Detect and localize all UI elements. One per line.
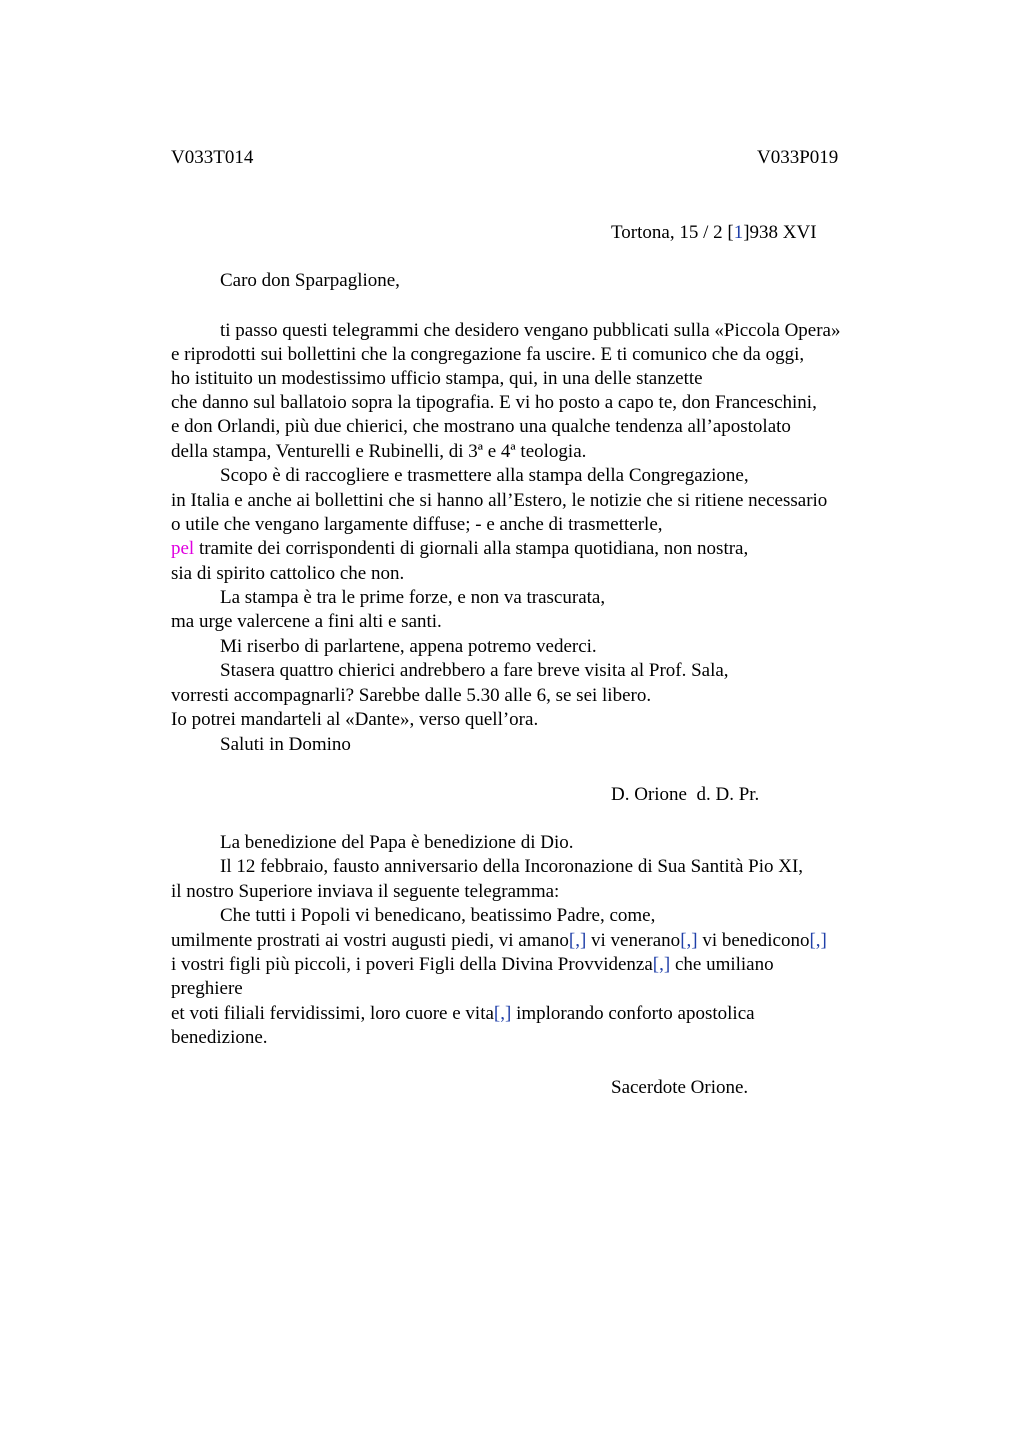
telegram-line: benedizione. (171, 1027, 268, 1048)
letter-line: o utile che vengano largamente diffuse; - e anche di trasmetterle, (171, 514, 663, 535)
editorial-comma: [,] (809, 930, 827, 951)
letter-line: ho istituito un modestissimo ufficio stampa, qui, in una delle stanzette (171, 368, 703, 389)
letter-line: della stampa, Venturelli e Rubinelli, di 3ª e 4ª teologia. (171, 441, 587, 462)
telegram-text: umilmente prostrati ai vostri augusti piedi, vi amano (171, 930, 569, 951)
telegram-text: vi benedicono (697, 930, 810, 951)
letter-line: ma urge valercene a fini alti e santi. (171, 611, 442, 632)
document-code-right: V033P019 (757, 147, 839, 168)
telegram-text: che umiliano (670, 954, 774, 975)
editorial-comma: [,] (568, 930, 587, 951)
letter-line (171, 537, 748, 561)
editorial-comma: [,] (652, 954, 671, 975)
dateline (611, 222, 817, 244)
dateline-editorial-digit: 1 (733, 222, 744, 243)
letter-line-rest: tramite dei corrispondenti di giornali alla stampa quotidiana, non nostra, (194, 538, 749, 559)
document-code-left: V033T014 (171, 147, 254, 168)
editorial-comma: [,] (680, 930, 698, 951)
telegram-text: i vostri figli più piccoli, i poveri Figli della Divina Provvidenza (171, 954, 653, 975)
telegram-text: vi venerano (586, 930, 681, 951)
letter-line: Scopo è di raccogliere e trasmettere alla stampa della Congregazione, (220, 465, 749, 486)
telegram-line (171, 953, 774, 977)
telegram-line (171, 929, 827, 953)
editorial-comma: [,] (493, 1003, 512, 1024)
letter-signature: D. Orione d. D. Pr. (611, 784, 760, 805)
letter-line: sia di spirito cattolico che non. (171, 563, 405, 584)
letter-line: vorresti accompagnarli? Sarebbe dalle 5.30 alle 6, se sei libero. (171, 685, 652, 706)
letter-line: Io potrei mandarteli al «Dante», verso quell’ora. (171, 709, 539, 730)
telegram-line: il nostro Superiore inviava il seguente telegramma: (171, 881, 560, 902)
letter-line: in Italia e anche ai bollettini che si hanno all’Estero, le notizie che si ritiene necessario (171, 490, 828, 511)
telegram-line (171, 1002, 755, 1026)
letter-line: La stampa è tra le prime forze, e non va trascurata, (220, 587, 606, 608)
telegram-signature: Sacerdote Orione. (611, 1077, 749, 1098)
telegram-line: preghiere (171, 978, 243, 999)
editorial-highlight-word: pel (171, 538, 195, 559)
dateline-suffix: ]938 XVI (743, 222, 817, 243)
telegram-text: et voti filiali fervidissimi, loro cuore e vita (171, 1003, 494, 1024)
letter-line: Saluti in Domino (220, 734, 351, 755)
letter-line: che danno sul ballatoio sopra la tipografia. E vi ho posto a capo te, don Franceschini, (171, 392, 817, 413)
dateline-prefix: Tortona, 15 / 2 [ (611, 222, 734, 243)
telegram-line: Il 12 febbraio, fausto anniversario della Incoronazione di Sua Santità Pio XI, (220, 856, 804, 877)
letter-line: Stasera quattro chierici andrebbero a fare breve visita al Prof. Sala, (220, 660, 729, 681)
telegram-text: implorando conforto apostolica (511, 1003, 755, 1024)
telegram-line: Che tutti i Popoli vi benedicano, beatissimo Padre, come, (220, 905, 656, 926)
telegram-line: La benedizione del Papa è benedizione di Dio. (220, 832, 574, 853)
letter-line: e don Orlandi, più due chierici, che mostrano una qualche tendenza all’apostolato (171, 416, 791, 437)
letter-line: ti passo questi telegrammi che desidero vengano pubblicati sulla «Piccola Opera» (220, 320, 841, 341)
letter-line: Mi riserbo di parlartene, appena potremo vederci. (220, 636, 597, 657)
letter-line: e riprodotti sui bollettini che la congregazione fa uscire. E ti comunico che da oggi, (171, 344, 805, 365)
salutation: Caro don Sparpaglione, (220, 270, 400, 291)
